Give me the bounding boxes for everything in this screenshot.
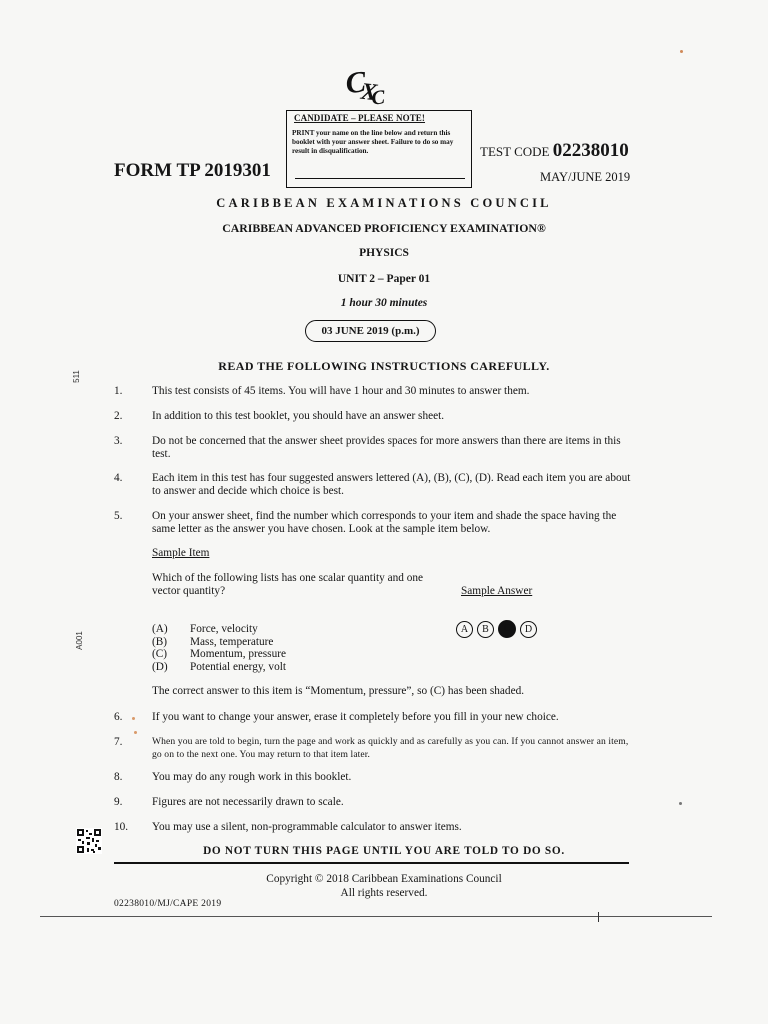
sample-answer-bubbles xyxy=(456,620,537,638)
instruction-number: 2. xyxy=(114,410,123,422)
scan-speck xyxy=(680,50,683,53)
do-not-turn-warning: DO NOT TURN THIS PAGE UNTIL YOU ARE TOLD TO DO SO. xyxy=(203,845,565,857)
instruction-text: If you want to change your answer, erase it completely before you fill in your new choice. xyxy=(152,711,559,723)
sample-options xyxy=(152,623,286,673)
instruction-item xyxy=(114,410,634,423)
answer-bubble-c-shaded: C xyxy=(498,620,516,638)
option-text: Mass, temperature xyxy=(190,635,274,648)
margin-code-mid: A001 xyxy=(74,631,84,650)
instruction-item xyxy=(114,385,634,398)
divider xyxy=(114,862,629,864)
instruction-number: 8. xyxy=(114,771,123,783)
instruction-text: On your answer sheet, find the number which corresponds to your item and shade the space having the same letter as the answer you have chosen. Look at the sample item below. xyxy=(152,510,617,535)
instruction-item xyxy=(114,821,634,834)
instruction-number: 10. xyxy=(114,821,129,833)
option-letter: (A) xyxy=(152,623,168,635)
unit-title: UNIT 2 – Paper 01 xyxy=(337,273,431,285)
exam-title: CARIBBEAN ADVANCED PROFICIENCY EXAMINATION® xyxy=(222,221,546,235)
margin-code-top: 511 xyxy=(71,370,81,383)
instruction-number: 6. xyxy=(114,711,123,723)
instruction-text: This test consists of 45 items. You will have 1 hour and 30 minutes to answer them. xyxy=(152,385,530,397)
footer-code: 02238010/MJ/CAPE 2019 xyxy=(114,899,222,909)
instruction-text: Each item in this test has four suggested answers lettered (A), (B), (C), (D). Read each item you are about to answer and decide which choice is best. xyxy=(152,472,631,497)
option-text: Force, velocity xyxy=(190,623,258,635)
instruction-text: Figures are not necessarily drawn to scale. xyxy=(152,796,344,808)
instruction-number: 3. xyxy=(114,435,123,447)
instructions-heading: READ THE FOLLOWING INSTRUCTIONS CAREFULLY. xyxy=(218,359,550,373)
option-text: Momentum, pressure xyxy=(190,648,287,661)
instruction-text: When you are told to begin, turn the page and work as quickly and as carefully as you can. If you cannot answer an item, go on to the next one. You may return to that item later. xyxy=(152,736,629,760)
instruction-text: You may do any rough work in this booklet. xyxy=(152,771,352,783)
instruction-text: Do not be concerned that the answer sheet provides spaces for more answers than there are items in this test. xyxy=(152,435,621,460)
test-code-label: TEST CODE xyxy=(480,144,550,159)
instruction-item xyxy=(114,472,634,497)
exam-session: MAY/JUNE 2019 xyxy=(540,170,631,184)
exam-date: 03 JUNE 2019 (p.m.) xyxy=(305,320,436,342)
instruction-number: 5. xyxy=(114,510,123,522)
copyright-line: Copyright © 2018 Caribbean Examinations Council xyxy=(266,873,502,885)
option-text: Potential energy, volt xyxy=(190,660,287,673)
duration: 1 hour 30 minutes xyxy=(340,297,428,309)
instruction-item xyxy=(114,510,634,535)
instruction-number: 1. xyxy=(114,385,123,397)
scan-speck xyxy=(679,802,682,805)
test-code xyxy=(480,140,629,162)
copyright xyxy=(0,872,768,900)
answer-bubble-b: B xyxy=(477,621,494,638)
sample-option xyxy=(152,648,286,661)
option-letter: (B) xyxy=(152,635,168,648)
bottom-divider xyxy=(40,916,712,917)
instruction-item xyxy=(114,435,634,460)
sample-option xyxy=(152,661,286,674)
scan-speck xyxy=(134,731,137,734)
notice-title: CANDIDATE – PLEASE NOTE! xyxy=(294,113,426,123)
instruction-item xyxy=(114,736,634,761)
sample-correct-note: The correct answer to this item is “Momentum, pressure”, so (C) has been shaded. xyxy=(152,685,525,697)
sample-option xyxy=(152,623,286,636)
sample-option xyxy=(152,636,286,649)
sample-answer-label: Sample Answer xyxy=(461,585,533,597)
sample-item-label: Sample Item xyxy=(152,547,210,559)
council-title: CARIBBEAN EXAMINATIONS COUNCIL xyxy=(216,196,552,210)
instruction-text: In addition to this test booklet, you should have an answer sheet. xyxy=(152,410,445,422)
candidate-notice-box xyxy=(286,110,472,188)
instruction-item xyxy=(114,771,634,784)
instruction-item xyxy=(114,711,634,724)
candidate-name-line[interactable] xyxy=(295,178,465,179)
answer-bubble-d: D xyxy=(520,621,537,638)
tick-mark xyxy=(598,912,599,922)
answer-bubble-a: A xyxy=(456,621,473,638)
notice-text: PRINT your name on the line below and return this booklet with your answer sheet. Failure to do so may result in disqualification. xyxy=(292,129,454,155)
option-letter: (D) xyxy=(152,660,168,673)
instruction-text: You may use a silent, non-programmable calculator to answer items. xyxy=(152,821,462,833)
option-letter: (C) xyxy=(152,648,168,661)
rights-line: All rights reserved. xyxy=(340,887,428,899)
qr-code-icon xyxy=(76,828,102,854)
test-code-value: 02238010 xyxy=(552,140,629,161)
instruction-item xyxy=(114,796,634,809)
sample-question: Which of the following lists has one scalar quantity and one vector quantity? xyxy=(152,572,424,597)
instruction-number: 4. xyxy=(114,472,123,484)
cxc-logo: CXC xyxy=(344,65,380,110)
subject-title: PHYSICS xyxy=(359,247,409,259)
form-tp-number: FORM TP 2019301 xyxy=(114,160,271,181)
instruction-number: 9. xyxy=(114,796,123,808)
scan-speck xyxy=(132,717,135,720)
instruction-number: 7. xyxy=(114,736,123,748)
